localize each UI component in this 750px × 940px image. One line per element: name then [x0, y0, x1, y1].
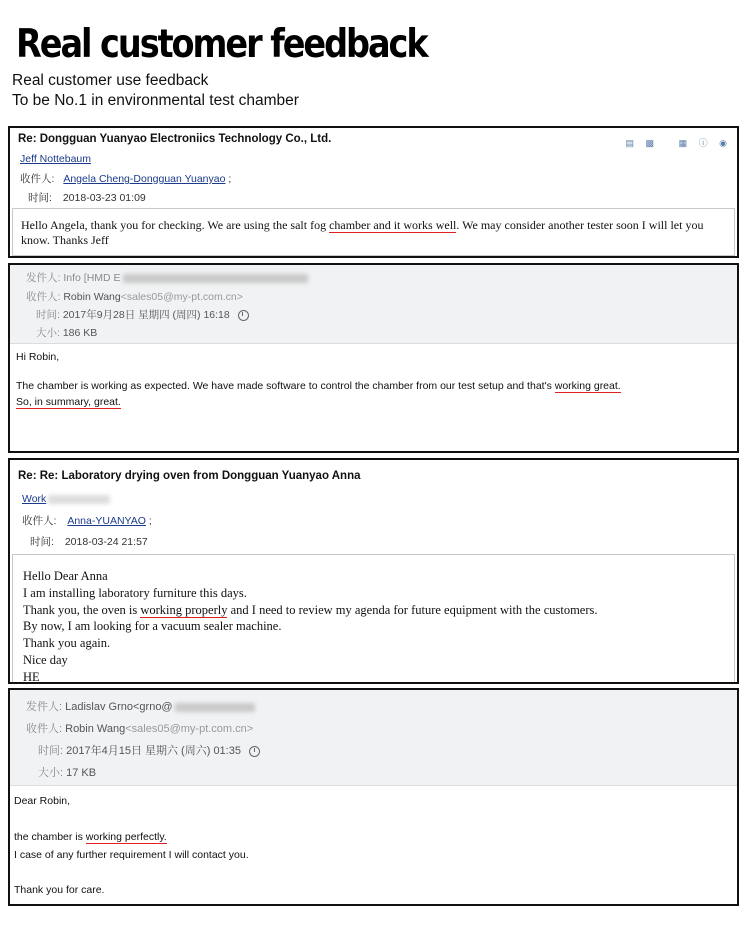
recipient-suffix: ; [228, 173, 232, 185]
body-segment: Hello Angela, thank you for checking. We are using the salt fog [21, 218, 330, 232]
clock-icon [249, 746, 260, 757]
toolbar-icons [617, 136, 727, 149]
email-subject: Re: Dongguan Yuanyao Electroniics Technology Co., Ltd. [18, 133, 332, 145]
body-line [23, 602, 724, 619]
to-label: 收件人: [20, 173, 55, 185]
recipient-link[interactable]: Anna-YUANYAO [67, 515, 146, 527]
from-value: Ladislav Grno<grno@ [65, 701, 173, 713]
body-segment: the chamber is [14, 831, 86, 843]
grid-icon[interactable]: ▦ [678, 138, 688, 148]
size-value: 17 KB [66, 767, 97, 779]
sender-link[interactable]: Jeff Nottebaum [20, 153, 92, 165]
body-line: Nice day [23, 652, 68, 667]
time-label: 时间: [30, 536, 54, 548]
body-segment: The chamber is working as expected. We have made software to control the chamber from our test setup and that's [16, 380, 555, 392]
sender-link[interactable]: Work [22, 493, 47, 505]
time-label: 时间: [28, 192, 52, 204]
body-segment: Thank you, the oven is [23, 602, 141, 617]
email-card-4 [8, 688, 739, 906]
body-line [16, 394, 731, 410]
body-segment: and I need to review my agenda for future equipment with the customers. [227, 602, 598, 617]
greeting: Dear Robin, [14, 795, 71, 807]
email-header [10, 460, 737, 552]
redacted-blur [48, 495, 110, 504]
body-line: HE [23, 669, 40, 684]
settings-icon[interactable]: ◉ [719, 138, 727, 148]
body-line: By now, I am looking for a vacuum sealer machine. [23, 619, 282, 634]
recipient-name[interactable]: Robin Wang [63, 291, 121, 303]
size-label: 大小: [38, 767, 64, 779]
to-label: 收件人: [26, 291, 61, 303]
time-label: 时间: [38, 745, 64, 757]
page-title: Real customer feedback [16, 22, 427, 67]
size-value: 186 KB [62, 327, 98, 339]
from-value: Info [HMD E [63, 272, 121, 284]
body-line: Hello Dear Anna [23, 569, 108, 583]
body-line: I am installing laboratory furniture this days. [23, 585, 247, 600]
highlight-underline: working perfectly. [85, 831, 167, 843]
body-text [21, 218, 724, 248]
highlight-underline: So, in summary, great. [16, 396, 121, 408]
time-label: 时间: [36, 309, 60, 321]
highlight-underline: working great. [554, 380, 621, 392]
redacted-blur [175, 703, 255, 712]
highlight-underline: chamber and it works well [329, 218, 457, 232]
printer-icon[interactable]: ▩ [645, 138, 655, 148]
time-value: 2018-03-24 21:57 [64, 536, 148, 548]
body-segment: . We may consider another tester soon I will let you know. Thanks Jeff [21, 218, 704, 247]
email-subject: Re: Re: Laboratory drying oven from Dongguan Yuanyao Anna [18, 470, 361, 482]
from-label: 发件人: [26, 701, 63, 713]
size-label: 大小: [36, 327, 60, 339]
email-header [10, 128, 737, 206]
email-body [12, 208, 735, 256]
body-line [14, 829, 731, 845]
recipient-email[interactable]: <sales05@my-pt.com.cn> [125, 723, 254, 735]
email-header [10, 690, 737, 786]
greeting: Hi Robin, [16, 351, 60, 363]
print-icon[interactable]: ▤ [625, 138, 635, 148]
email-body [12, 554, 735, 684]
from-label: 发件人: [26, 272, 61, 284]
body-line [16, 378, 731, 394]
recipient-name[interactable]: Robin Wang [65, 723, 126, 735]
email-card-1 [8, 126, 739, 258]
time-value: 2018-03-23 01:09 [62, 192, 146, 204]
body-line: I case of any further requirement I will contact you. [14, 849, 249, 861]
body-line: Thank you again. [23, 636, 111, 651]
recipient-email[interactable]: <sales05@my-pt.com.cn> [120, 291, 243, 303]
subtitle-2: To be No.1 in environmental test chamber [12, 92, 299, 109]
email-header [10, 265, 737, 344]
email-card-3 [8, 458, 739, 684]
to-label: 收件人: [26, 723, 63, 735]
time-value: 2017年4月15日 星期六 (周六) 01:35 [66, 745, 241, 757]
recipient-link[interactable]: Angela Cheng-Dongguan Yuanyao [63, 173, 226, 185]
body-line: Thank you for care. [14, 884, 105, 896]
subtitle-1: Real customer use feedback [12, 72, 209, 89]
body-text [23, 568, 724, 684]
highlight-underline: working properly [140, 602, 228, 617]
email-card-2 [8, 263, 739, 453]
to-label: 收件人: [22, 515, 57, 527]
clock-icon [238, 310, 249, 321]
info-icon[interactable]: ⓘ [698, 138, 708, 148]
time-value: 2017年9月28日 星期四 (周四) 16:18 [62, 309, 230, 321]
recipient-suffix: ; [148, 515, 152, 527]
redacted-blur [123, 274, 308, 283]
